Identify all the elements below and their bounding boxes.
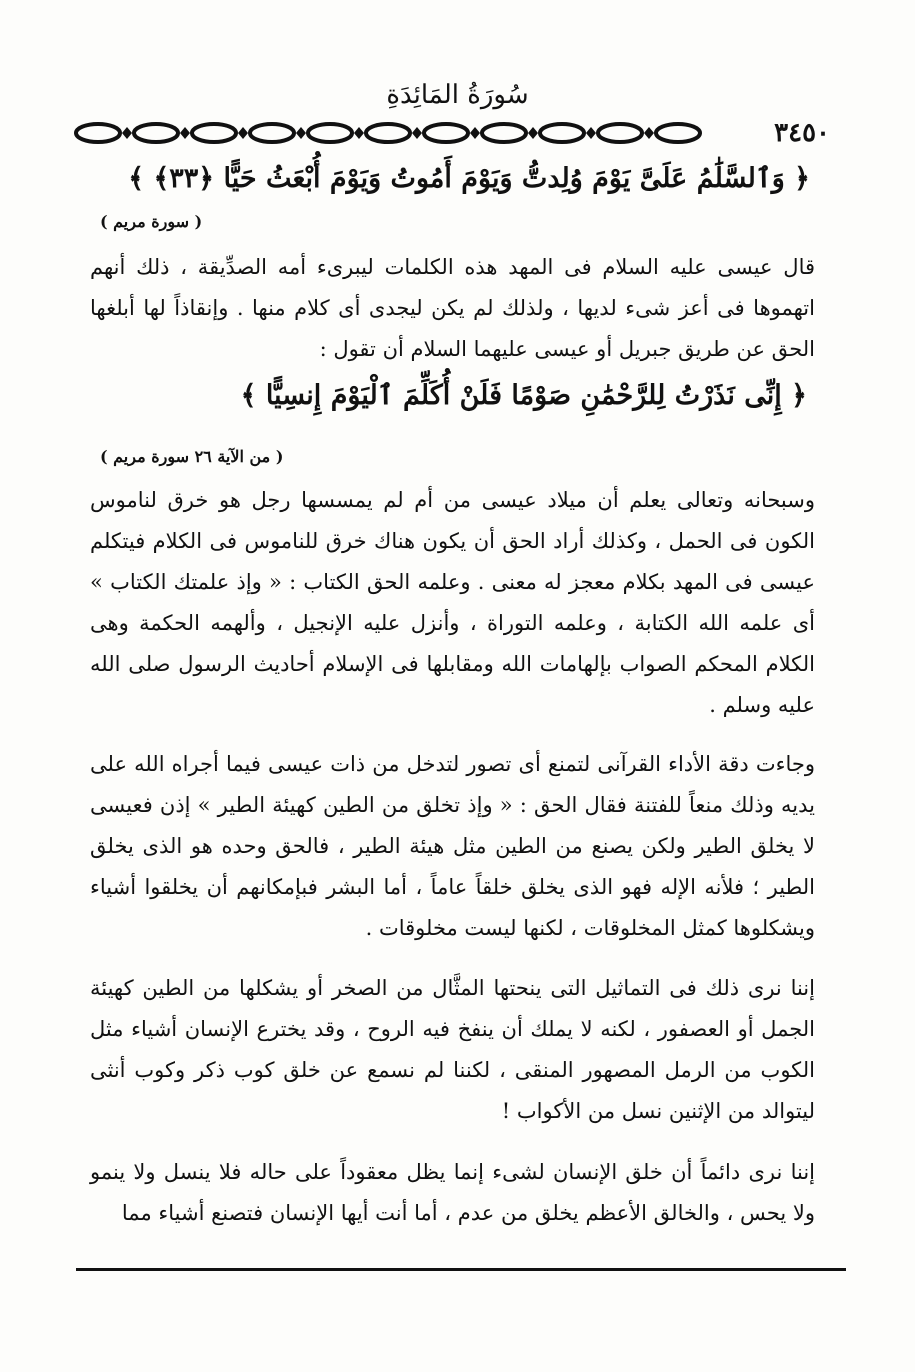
chain-ornament: [70, 118, 710, 148]
page-number: ٣٤٥٠: [774, 118, 830, 148]
quran-verse-2: ﴿ إِنِّى نَذَرْتُ لِلرَّحْمَٰنِ صَوْمًا فَلَنْ أُكَلِّمَ ٱلْيَوْمَ إِنسِيًّا ﴾: [240, 380, 807, 411]
paragraph-5: إننا نرى دائماً أن خلق الإنسان لشىء إنما يظل معقوداً على حاله فلا ينسل ولا ينمو ولا يحس ، والخالق الأعظم يخلق من عدم ، أما أنت أيها الإنسان فتصنع أشياء مما: [90, 1160, 815, 1225]
paragraph-4: إننا نرى ذلك فى التماثيل التى ينحتها المثَّال من الصخر أو يشكلها من الطين كهيئة الجمل أو العصفور ، لكنه لا يملك أن ينفخ فيه الروح ، وقد يخترع الإنسان أشياء مثل الكوب من الرمل المصهور المنقى ، لكننا لم نسمع عن خلق كوب ذكر وكوب أنثى ليتوالد من الإثنين نسل من الأكواب !: [90, 976, 815, 1123]
footer-rule: [76, 1268, 846, 1271]
surah-title: سُورَةُ المَائِدَةِ: [386, 80, 529, 110]
verse-citation-2: ( من الآية ٢٦ سورة مريم ): [100, 447, 284, 466]
paragraph-3: وجاءت دقة الأداء القرآنى لتمنع أى تصور لتدخل من ذات عيسى فيما أجراه الله على يديه وذلك منعاً للفتنة فقال الحق : « وإذ تخلق من الطين كهيئة الطير » إذن فعيسى لا يخلق الطير ولكن يصنع من الطين مثل هيئة الطير ، فالحق وحده هو الذى يخلق الطير ؛ فلأنه الإله فهو الذى يخلق خلقاً عاماً ، أما البشر فبإمكانهم أن يخلقوا أشياء ويشكلوها كمثل المخلوقات ، لكنها ليست مخلوقات .: [90, 752, 815, 940]
paragraph-2: وسبحانه وتعالى يعلم أن ميلاد عيسى من أم لم يمسسها رجل هو خرق لناموس الكون فى الحمل ، وكذلك أراد الحق أن يكون هناك خرق للناموس فى الكلام فيتكلم عيسى فى المهد بكلام معجز له معنى . وعلمه الحق الكتاب : « وإذ علمتك الكتاب » أى علمه الله الكتابة ، وعلمه التوراة ، وأنزل عليه الإنجيل ، وألهمه الحكمة وهى الكلام المحكم الصواب بإلهامات الله ومقابلها فى الإسلام أحاديث الرسول صلى الله عليه وسلم .: [90, 488, 815, 717]
paragraph-1: قال عيسى عليه السلام فى المهد هذه الكلمات ليبرىء أمه الصدِّيقة ، ذلك أنهم اتهموها فى أعز شىء لديها ، ولذلك لم يكن ليجدى أى كلام منها . وإنقاذاً لها أبلغها الحق عن طريق جبريل أو عيسى عليهما السلام أن تقول :: [90, 255, 815, 361]
ornamental-header-rule: [70, 118, 860, 148]
verse-citation-1: ( سورة مريم ): [100, 212, 203, 231]
quran-verse-1: ﴿ وَٱلسَّلَٰمُ عَلَىَّ يَوْمَ وُلِدتُّ وَيَوْمَ أَمُوتُ وَيَوْمَ أُبْعَثُ حَيًّا ﴿٣٣﴾ ﴾: [128, 163, 810, 194]
